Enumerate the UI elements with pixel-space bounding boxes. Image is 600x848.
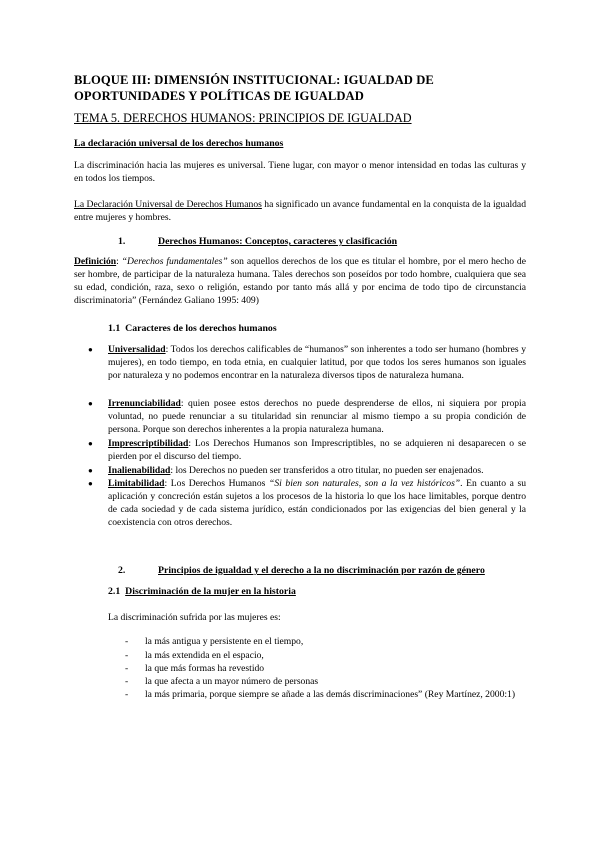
subsection-2-1-heading	[108, 585, 296, 598]
section-heading: La declaración universal de los derechos humanos	[74, 138, 284, 149]
dash-text: la que afecta a un mayor número de personas	[145, 676, 319, 687]
section-1-number: 1.	[118, 236, 126, 247]
paragraph-declaration	[74, 198, 526, 224]
page-title: BLOQUE III: DIMENSIÓN INSTITUCIONAL: IGUALDAD DE OPORTUNIDADES Y POLÍTICAS DE IGUALDAD	[74, 73, 434, 103]
bullet-icon: ●	[88, 345, 93, 354]
subsection-1-1-heading	[108, 322, 277, 335]
bullet-text: : Los Derechos Humanos son Imprescriptibles, no se adquieren ni desaparecen o se pierden por el discurso del tiempo.	[108, 438, 526, 462]
list-item	[125, 688, 526, 701]
list-item	[88, 397, 526, 436]
bullet-text: : quien posee estos derechos no puede desprenderse de ellos, ni siquiera por propia voluntad, no puede renunciar a su titularidad sin renunciar al mismo tiempo a su propia condición de persona. Porque son derechos inherentes a la propia naturaleza humana.	[108, 398, 526, 435]
subsection-2-1-number: 2.1	[108, 586, 121, 597]
definition-rest: son aquellos derechos de los que es titular el hombre, por el mero hecho de ser hombre, de participar de la naturaleza humana. Tales derechos son poseídos por todo hombre, cualquiera que sea su edad, condición, raza, sexo o religión, estando por tanto más allá y por encima de todo tipo de circunstancia discriminatoria” (Fernández Galiano 1995: 409)	[74, 256, 526, 306]
list-item	[125, 649, 526, 662]
bullet-term: Imprescriptibilidad	[108, 438, 189, 449]
declaration-link-text: La Declaración Universal de Derechos Humanos	[74, 199, 262, 210]
section-1-title: Derechos Humanos: Conceptos, caracteres y clasificación	[158, 236, 398, 247]
definition-quote: “Derechos fundamentales”	[121, 256, 228, 267]
list-item	[88, 477, 526, 529]
list-item	[88, 464, 526, 477]
section-2-number: 2.	[118, 565, 126, 576]
bullet-text: : los Derechos no pueden ser transferidos a otro titular, no pueden ser enajenados.	[170, 465, 484, 476]
section-2-title: Principios de igualdad y el derecho a la no discriminación por razón de género	[158, 565, 485, 576]
bullet-icon: ●	[88, 479, 93, 488]
dash-text: la más primaria, porque siempre se añade a las demás discriminaciones” (Rey Martínez, 2000:1)	[145, 689, 516, 700]
dash-icon: -	[125, 676, 129, 687]
bullet-icon: ●	[88, 399, 93, 408]
subsection-1-1-title: Caracteres de los derechos humanos	[125, 323, 277, 334]
list-item	[88, 437, 526, 463]
discrimination-intro: La discriminación sufrida por las mujeres es:	[108, 612, 281, 623]
definition-paragraph	[74, 255, 526, 307]
dash-text: la más antigua y persistente en el tiempo,	[145, 636, 304, 647]
subsection-2-1-title: Discriminación de la mujer en la historia	[125, 586, 296, 597]
definition-label: Definición	[74, 256, 117, 267]
bullet-text: . En cuanto a su aplicación y concreción están sujetos a los procesos de la historia lo que los hace limitables, porque dentro de cada sociedad y de cada sistema jurídico, están condicionados por las exigencias del bien general y la coexistencia con otros derechos.	[108, 478, 526, 528]
bullet-term: Universalidad	[108, 344, 166, 355]
dash-icon: -	[125, 689, 129, 700]
dash-text: la más extendida en el espacio,	[145, 650, 264, 661]
bullet-icon: ●	[88, 466, 93, 475]
dash-icon: -	[125, 663, 129, 674]
list-item	[88, 343, 526, 382]
bullet-term: Limitabilidad	[108, 478, 165, 489]
dash-text: la que más formas ha revestido	[145, 663, 265, 674]
definition-sep: :	[116, 256, 122, 267]
list-item	[125, 662, 526, 675]
bullet-term: Irrenunciabilidad	[108, 398, 181, 409]
dash-icon: -	[125, 636, 129, 647]
bullet-text: : Todos los derechos calificables de “humanos” son inherentes a todo ser humano (hombres y mujeres), en todo tiempo, en toda etnia, en cualquier latitud, por que todos los seres humanos son iguales por naturaleza y no podemos encontrar en la naturaleza diversos tipos de naturaleza humana.	[108, 344, 526, 381]
dash-icon: -	[125, 650, 129, 661]
list-item	[125, 675, 526, 688]
bullet-quote: “Si bien son naturales, son a la vez históricos”	[269, 478, 461, 489]
tema-heading: TEMA 5. DERECHOS HUMANOS: PRINCIPIOS DE IGUALDAD	[74, 111, 412, 125]
subsection-1-1-number: 1.1	[108, 323, 121, 334]
bullet-text-pre: : Los Derechos Humanos	[164, 478, 269, 489]
paragraph-discrimination: La discriminación hacia las mujeres es universal. Tiene lugar, con mayor o menor intensidad en todas las culturas y en todos los tiempos.	[74, 160, 526, 184]
bullet-term: Inalienabilidad	[108, 465, 171, 476]
declaration-rest: ha significado un avance fundamental en la conquista de la igualdad entre mujeres y hombres.	[74, 199, 526, 223]
list-item	[125, 635, 526, 648]
bullet-icon: ●	[88, 439, 93, 448]
